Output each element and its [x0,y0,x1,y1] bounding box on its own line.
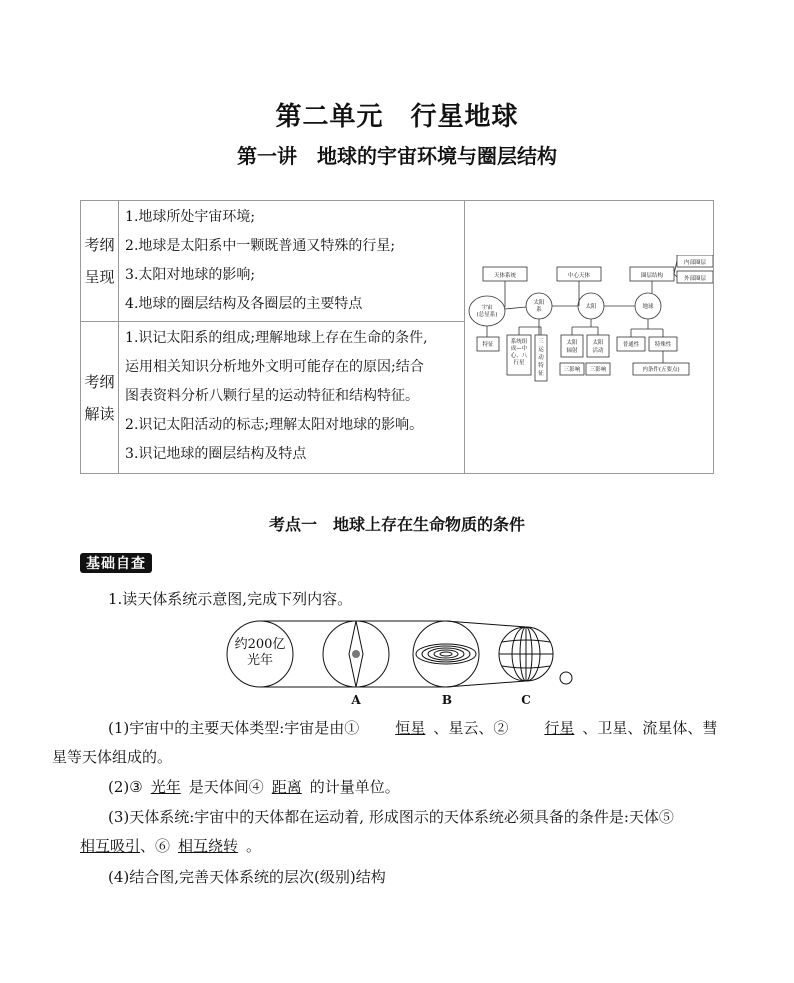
label-common: 普通性 [622,342,640,348]
label-motion-b: 运 [538,347,544,353]
list-item: 3.太阳对地球的影响; [125,267,256,283]
node-solar-system [526,293,552,319]
label-motion-a: 三 [538,339,544,345]
text: 是天体间④ [188,778,264,796]
text: (3)天体系统:宇宙中的天体都在运动着, 形成图示的天体系统必须具备的条件是:天体⑤ [108,808,674,826]
text: 、星云、② [433,719,509,737]
row-label-presentation [81,201,119,322]
section-title: 考点一 地球上存在生命物质的条件 [268,515,525,534]
list-item: 1.识记太阳系的组成;理解地球上存在生命的条件, [125,330,428,346]
list-item: 2.识记太阳活动的标志;理解太阳对地球的影响。 [125,417,424,433]
label-solar: 太阳 [533,300,545,306]
list-item: 图表资料分析八颗行星的运动特征和结构特征。 [125,388,420,404]
label-system-c: 心、八 [510,353,528,359]
text: 、⑥ [140,837,171,855]
paragraph-2 [108,776,400,798]
label-motion-c: 动 [538,355,544,361]
lecture-title: 第一讲 地球的宇宙环境与圈层结构 [237,144,557,168]
list-item: 运用相关知识分析地外文明可能存在的原因;结合 [125,359,424,375]
label-conditions: 内条件(五要点) [642,367,680,373]
label-system-a: 系统组 [510,339,528,345]
paragraph-1 [52,714,720,772]
label-influence-1: 三影响 [563,367,581,373]
label-motion-e: 征 [538,371,544,377]
label-activity-b: 活动 [592,348,604,354]
label-quanceng: 圈层结构 [640,273,663,279]
answer-1: 恒星 [395,719,426,737]
label-influence-2: 三影响 [589,367,607,373]
label-outer: 外部圈层 [683,276,706,282]
label-universe-sub: (总星系) [476,312,498,318]
text: 。 [246,837,262,855]
universe-label: 约200亿 [234,637,286,652]
text: 星等天体组成的。 [52,748,173,766]
answer-2: 行星 [544,719,575,737]
interpretation-items [119,322,465,474]
celestial-system-figure [226,618,576,710]
label-line: 解读 [84,404,115,423]
label-inner: 内部圈层 [683,260,706,266]
question-1: 1.读天体系统示意图,完成下列内容。 [108,590,353,608]
text: (2)③ [108,778,143,796]
label-b: B [441,693,453,707]
syllabus-table [80,200,714,474]
solar-system-circle [413,621,479,687]
answer-3: 光年 [150,778,181,796]
badge-self-check [80,553,152,573]
moon [560,672,572,684]
label-a: A [351,693,361,707]
label-line: 呈现 [84,268,115,286]
answer-6: 相互绕转 [178,837,239,855]
label-solar-sub: 系 [536,307,542,313]
list-item: 4.地球的圈层结构及各圈层的主要特点 [125,296,363,312]
label-sun: 太阳 [585,304,597,310]
answer-4: 距离 [271,778,302,796]
unit-title: 第二单元 行星地球 [275,102,519,132]
label-earth: 地球 [642,304,654,310]
label-special: 特殊性 [654,342,672,348]
label-system-d: 行星 [513,360,525,366]
presentation-items [119,201,465,322]
label-universe: 宇宙 [481,305,493,311]
node-universe [469,296,505,326]
text: 的计量单位。 [309,778,400,796]
paragraph-3 [108,806,720,828]
label-feature: 特征 [482,342,494,348]
text: (1)宇宙中的主要天体类型:宇宙是由① [108,719,360,737]
concept-map-cell [464,201,713,474]
label-radiation-b: 辐射 [566,348,578,354]
label-activity-a: 太阳 [592,340,604,346]
label-c: C [521,693,531,707]
list-item: 1.地球所处宇宙环境; [125,209,256,225]
label-center: 中心天体 [567,273,590,279]
label-tianti: 天体系统 [493,273,516,279]
answer-5: 相互吸引 [80,837,141,855]
list-item: 3.识记地球的圈层结构及特点 [125,446,307,462]
text: 、卫星、流星体、彗 [582,719,718,737]
list-item: 2.地球是太阳系中一颗既普通又特殊的行星; [125,238,396,254]
concept-map [465,255,713,415]
label-radiation-a: 太阳 [566,340,578,346]
universe-label-2: 光年 [246,653,274,668]
paragraph-3-cont [80,835,261,857]
label-line: 考纲 [84,372,115,391]
paragraph-4: (4)结合图,完善天体系统的层次(级别)结构 [108,868,386,886]
label-line: 考纲 [84,236,115,254]
row-label-interpretation [81,322,119,474]
label-system-b: 成—中 [510,346,528,352]
badge-text: 基础自查 [86,556,146,572]
label-motion-d: 特 [538,363,544,369]
